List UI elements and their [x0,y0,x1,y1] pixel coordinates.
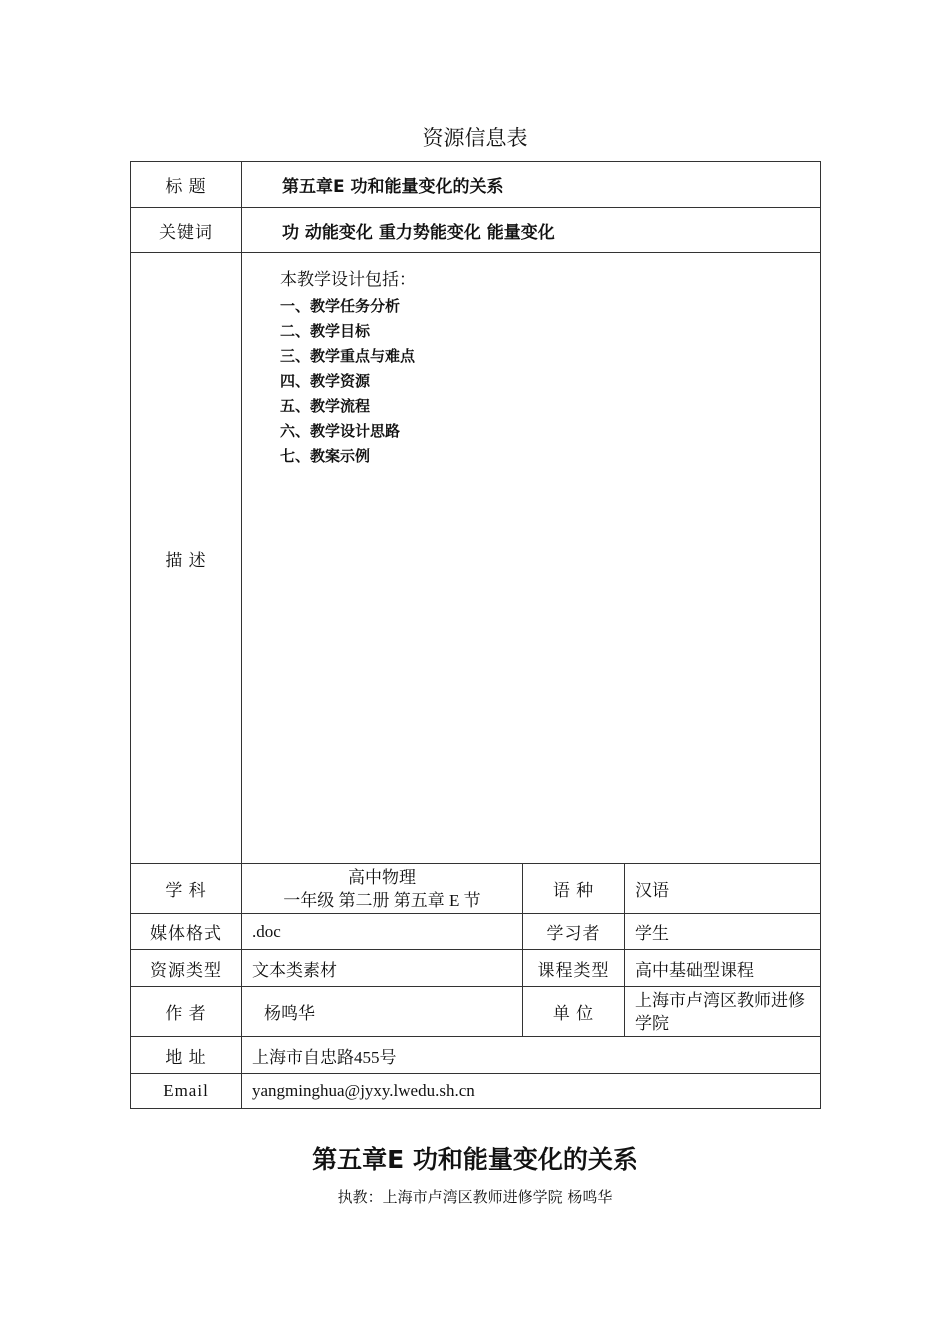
row-title [131,162,821,208]
row-keywords [131,208,821,253]
resource-type-value: 文本类素材 [242,950,523,987]
resource-type-label: 资源类型 [131,950,242,987]
course-type-label: 课程类型 [523,950,625,987]
subject-label: 学 科 [131,864,242,914]
subject-value [242,864,523,914]
format-label: 媒体格式 [131,914,242,950]
author-value: 杨鸣华 [242,987,523,1037]
row-resource-type [131,950,821,987]
description-item: 五、教学流程 [280,397,371,415]
description-cell [242,253,821,864]
description-intro: 本教学设计包括： [280,270,416,290]
description-list [280,294,820,469]
keywords-label: 关键词 [131,208,242,253]
address-label: 地 址 [131,1037,242,1074]
lesson-byline: 执教：上海市卢湾区教师进修学院 杨鸣华 [337,1188,613,1206]
row-description [131,253,821,864]
description-label: 描 述 [131,253,242,864]
address-value: 上海市自忠路455号 [242,1037,821,1074]
description-item: 一、教学任务分析 [280,297,401,315]
row-author [131,987,821,1037]
unit-label: 单 位 [523,987,625,1037]
description-item: 三、教学重点与难点 [280,347,416,365]
lesson-heading: 第五章E 功和能量变化的关系 [312,1145,638,1174]
course-type-value: 高中基础型课程 [625,950,821,987]
row-address [131,1037,821,1074]
row-format [131,914,821,950]
learner-label: 学习者 [523,914,625,950]
keywords-value: 功 动能变化 重力势能变化 能量变化 [242,208,821,253]
language-value: 汉语 [625,864,821,914]
document-title: 资源信息表 [422,126,528,150]
format-value: .doc [242,914,523,950]
resource-info-table [130,161,821,1109]
language-label: 语 种 [523,864,625,914]
title-value: 第五章E 功和能量变化的关系 [242,162,821,208]
email-label: Email [131,1074,242,1109]
learner-value: 学生 [625,914,821,950]
description-item: 七、教案示例 [280,447,371,465]
row-subject [131,864,821,914]
author-label: 作 者 [131,987,242,1037]
unit-value: 上海市卢湾区教师进修学院 [625,987,821,1037]
description-item: 六、教学设计思路 [280,422,401,440]
row-email [131,1074,821,1109]
description-item: 二、教学目标 [280,322,371,340]
subject-line2: 一年级 第二册 第五章 E 节 [283,890,481,910]
description-item: 四、教学资源 [280,372,371,390]
email-value: yangminghua@jyxy.lwedu.sh.cn [242,1074,821,1109]
title-label: 标 题 [131,162,242,208]
subject-line1: 高中物理 [348,867,416,887]
